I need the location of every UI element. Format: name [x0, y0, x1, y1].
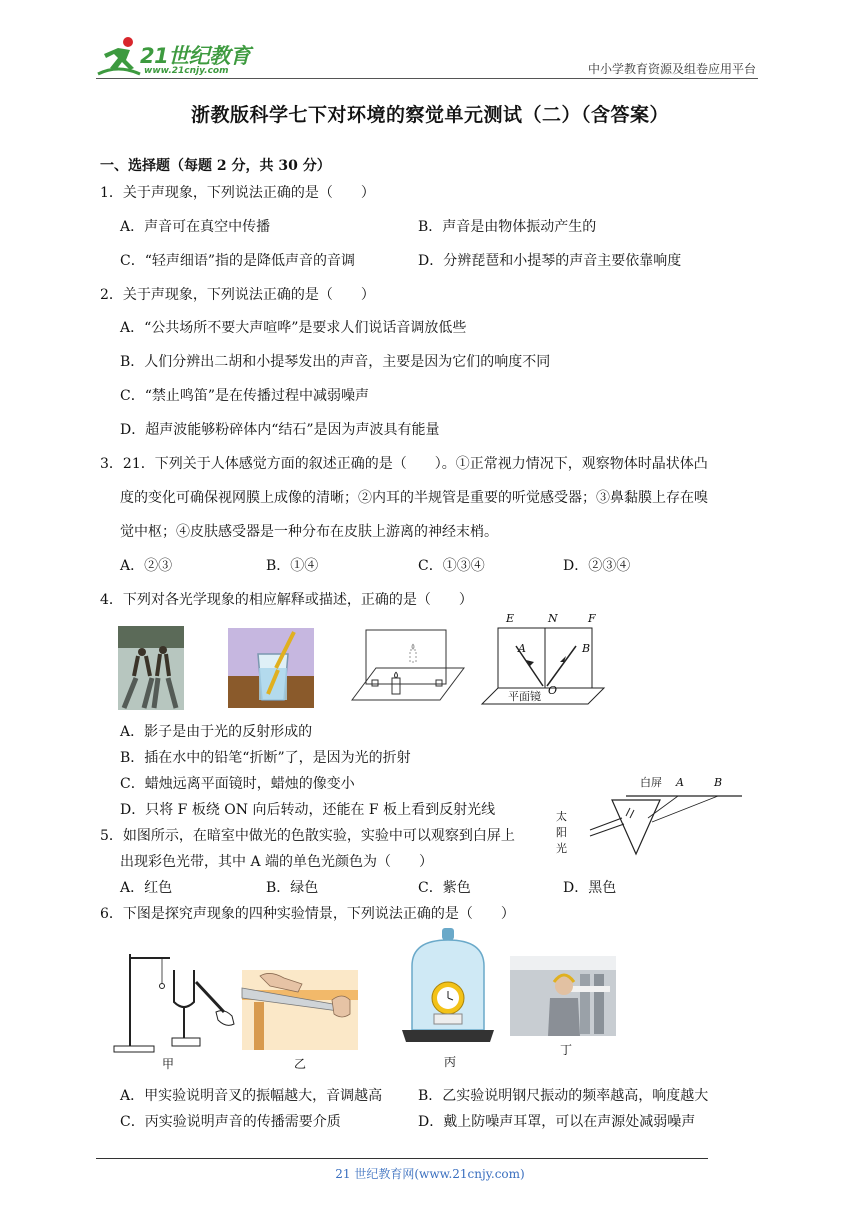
q4-stem: 4．下列对各光学现象的相应解释或描述，正确的是（ ） — [100, 592, 473, 608]
label-b: B — [582, 642, 591, 655]
screen-label: 白屏 — [640, 776, 662, 789]
q6-option-b: B．乙实验说明钢尺振动的频率越高，响度越大 — [418, 1088, 709, 1104]
q1-option-a: A．声音可在真空中传播 — [120, 219, 271, 235]
q5-line-2: 出现彩色光带，其中 A 端的单色光颜色为（ ） — [120, 854, 434, 870]
sunlight-label-2: 阳 — [556, 826, 567, 839]
figure-label-bing: 丙 — [444, 1055, 457, 1069]
figure-label-jia: 甲 — [162, 1057, 175, 1071]
label-b-end: B — [714, 776, 723, 789]
runner-icon — [96, 34, 142, 80]
tuning-fork-figure — [112, 950, 240, 1076]
q6-option-d: D．戴上防噪声耳罩，可以在声源处减弱噪声 — [418, 1114, 696, 1130]
q1-option-d: D．分辨琵琶和小提琴的声音主要依靠响度 — [418, 253, 682, 269]
ruler-table-figure — [240, 960, 360, 1076]
label-f: F — [588, 612, 596, 625]
reflection-law-figure — [480, 612, 608, 708]
figure-label-yi: 乙 — [294, 1057, 307, 1071]
sunlight-label-1: 太 — [556, 810, 567, 823]
q5-option-a: A．红色 — [120, 880, 173, 896]
logo-url: www.21cnjy.com — [144, 66, 229, 76]
q3-line-3: 觉中枢；④皮肤感受器是一种分布在皮肤上游离的神经末梢。 — [120, 524, 498, 540]
bell-jar-figure — [398, 926, 498, 1072]
label-a-end: A — [676, 776, 684, 789]
shadow-photo — [118, 626, 184, 710]
q3-option-d: D．②③④ — [563, 558, 631, 574]
label-e: E — [506, 612, 515, 625]
figure-label-ding: 丁 — [560, 1043, 573, 1057]
label-a: A — [518, 642, 526, 655]
q3-option-a: A．②③ — [120, 558, 173, 574]
q2-option-c: C．“禁止鸣笛”是在传播过程中减弱噪声 — [120, 388, 370, 404]
q1-option-c: C．“轻声细语”指的是降低声音的音调 — [120, 253, 356, 269]
q1-stem: 1．关于声现象，下列说法正确的是（ ） — [100, 185, 375, 201]
page-title: 浙教版科学七下对环境的察觉单元测试（二）（含答案） — [190, 104, 669, 126]
q3-option-b: B．①④ — [266, 558, 319, 574]
page-header — [96, 28, 756, 80]
q2-stem: 2．关于声现象，下列说法正确的是（ ） — [100, 287, 375, 303]
q4-option-b: B．插在水中的铅笔“折断”了，是因为光的折射 — [120, 750, 411, 766]
q1-option-b: B．声音是由物体振动产生的 — [418, 219, 597, 235]
q4-option-c: C．蜡烛远离平面镜时，蜡烛的像变小 — [120, 776, 355, 792]
footer-divider — [96, 1158, 708, 1159]
q4-option-a: A．影子是由于光的反射形成的 — [120, 724, 313, 740]
factory-worker-figure — [510, 956, 616, 1062]
q5-option-d: D．黑色 — [563, 880, 617, 896]
header-divider — [96, 78, 758, 79]
pencil-in-water-figure — [228, 628, 314, 708]
mirror-label: 平面镜 — [508, 690, 541, 703]
q4-option-d: D．只将 F 板绕 ON 向后转动，还能在 F 板上看到反射光线 — [120, 802, 496, 818]
label-n: N — [548, 612, 558, 625]
section-heading: 一、选择题（每题 2 分，共 30 分） — [100, 158, 331, 174]
q2-option-b: B．人们分辨出二胡和小提琴发出的声音，主要是因为它们的响度不同 — [120, 354, 551, 370]
footer-text: 21 世纪教育网(www.21cnjy.com) — [335, 1167, 525, 1181]
platform-name: 中小学教育资源及组卷应用平台 — [587, 62, 756, 76]
sunlight-label-3: 光 — [556, 842, 567, 855]
prism-dispersion-figure — [556, 772, 746, 858]
label-o: O — [548, 684, 558, 697]
q3-line-1: 3．21．下列关于人体感觉方面的叙述正确的是（ ）。①正常视力情况下，观察物体时晶状体凸 — [100, 456, 708, 472]
q5-line-1: 5．如图所示，在暗室中做光的色散实验，实验中可以观察到白屏上 — [100, 828, 515, 844]
q2-option-a: A．“公共场所不要大声喧哗”是要求人们说话音调放低些 — [120, 320, 467, 336]
q5-option-b: B．绿色 — [266, 880, 319, 896]
candle-mirror-figure — [350, 628, 466, 710]
q3-line-2: 度的变化可确保视网膜上成像的清晰；②内耳的半规管是重要的听觉感受器；③鼻黏膜上存在嗅 — [120, 490, 708, 506]
logo-text: 21世纪教育 — [140, 44, 251, 68]
q5-option-c: C．紫色 — [418, 880, 471, 896]
q6-option-c: C．丙实验说明声音的传播需要介质 — [120, 1114, 341, 1130]
q3-option-c: C．①③④ — [418, 558, 485, 574]
q6-option-a: A．甲实验说明音叉的振幅越大，音调越高 — [120, 1088, 383, 1104]
logo — [96, 34, 266, 80]
q6-stem: 6．下图是探究声现象的四种实验情景，下列说法正确的是（ ） — [100, 906, 515, 922]
q2-option-d: D．超声波能够粉碎体内“结石”是因为声波具有能量 — [120, 422, 440, 438]
